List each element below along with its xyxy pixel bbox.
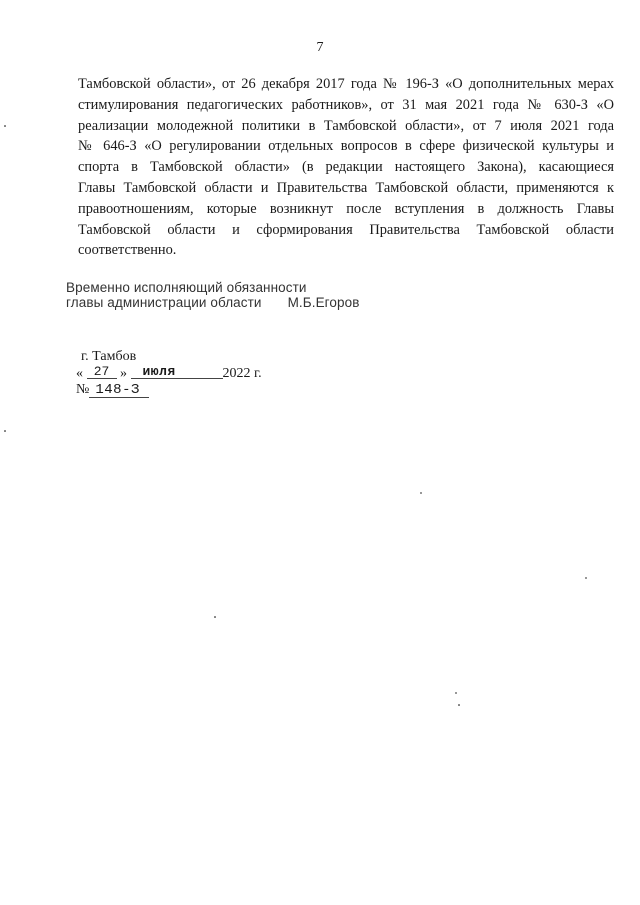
body-line: спорта в Тамбовской области» (в редакции настоящего Закона), касающиеся	[78, 159, 614, 176]
body-line: соответственно.	[78, 242, 177, 259]
signature-block	[66, 280, 360, 310]
body-line: Главы Тамбовской области и Правительства Тамбовской области, применяются к	[78, 179, 614, 196]
quote-open: «	[76, 365, 83, 381]
scan-speck	[458, 704, 460, 706]
law-number: 148-З	[89, 383, 149, 398]
scan-speck	[4, 125, 6, 127]
city-label: г. Тамбов	[81, 349, 137, 364]
date-day: 27	[87, 365, 117, 379]
scan-speck	[214, 616, 216, 618]
body-line: Тамбовской области», от 26 декабря 2017 года № 196-З «О дополнительных мерах	[78, 76, 614, 92]
body-line: Тамбовской области и сформирования Правительства Тамбовской области	[78, 221, 614, 238]
scan-speck	[420, 492, 422, 494]
date-month: июля	[131, 365, 223, 379]
date-year: 2022 г.	[222, 365, 262, 381]
body-line: реализации молодежной политики в Тамбовской области», от 7 июля 2021 года	[78, 117, 614, 134]
scan-speck	[4, 430, 6, 432]
document-footer	[76, 349, 262, 399]
body-line: № 646-З «О регулировании отдельных вопросов в сфере физической культуры и	[78, 138, 614, 155]
number-sign: №	[76, 382, 90, 397]
signer-position-line1: Временно исполняющий обязанности	[66, 280, 307, 295]
signer-position-line2: главы администрации области	[66, 295, 262, 310]
page-number: 7	[316, 40, 324, 55]
law-body-text	[78, 74, 614, 261]
scan-speck	[455, 692, 457, 694]
signer-row	[66, 295, 360, 310]
number-row	[76, 382, 262, 399]
scan-speck	[585, 577, 587, 579]
signer-name: М.Б.Егоров	[287, 295, 360, 310]
date-row	[76, 363, 262, 383]
quote-close: »	[120, 365, 127, 381]
body-line: правоотношениям, которые возникнут после вступления в должность Главы	[78, 200, 614, 217]
body-line: стимулирования педагогических работников», от 31 мая 2021 года № 630-З «О	[78, 96, 614, 113]
